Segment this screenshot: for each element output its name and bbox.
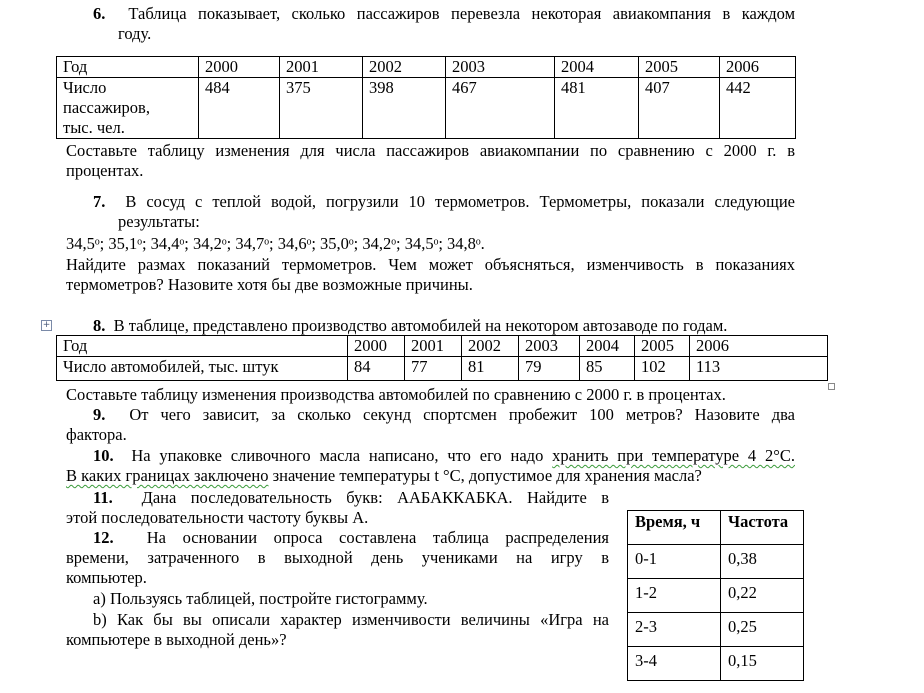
table-cell: Частота <box>721 511 804 545</box>
p10-line1: 10. На упаковке сливочного масла написано, что его надо хранить при температуре 4 2°С. <box>93 446 795 465</box>
p12-line1: 12. На основании опроса составлена таблица распределения <box>93 528 610 547</box>
table-cell: 2000 <box>348 336 405 357</box>
table-cell: 0,25 <box>721 613 804 647</box>
p10-number: 10. <box>93 446 114 465</box>
p12-task-b-line2: компьютере в выходной день»? <box>66 630 287 649</box>
table-cell: 2005 <box>639 57 720 78</box>
table-row <box>628 647 804 681</box>
table-cell: Число пассажиров, тыс. чел. <box>57 78 199 139</box>
table-row <box>628 511 804 545</box>
table-cell: 0-1 <box>628 545 721 579</box>
thermometer-readings: 34,5ᵒ; 35,1ᵒ; 34,4ᵒ; 34,2ᵒ; 34,7ᵒ; 34,6ᵒ; 35,0ᵒ; 34,2ᵒ; 34,5ᵒ; 34,8ᵒ. <box>66 234 485 253</box>
table-cell: 467 <box>446 78 555 139</box>
p11-number: 11. <box>93 488 113 507</box>
frequency-table <box>627 510 804 681</box>
table-row <box>628 579 804 613</box>
p7-question-line1: Найдите размах показаний термометров. Чем может объясняться, изменчивость в показаниях <box>66 255 795 274</box>
table-cell: 0,15 <box>721 647 804 681</box>
p6-line1: 6. Таблица показывает, сколько пассажиров перевезла некоторая авиакомпания в каждом <box>93 4 796 23</box>
table-row <box>57 78 796 139</box>
table-cell: Год <box>57 336 348 357</box>
p6-number: 6. <box>93 4 106 23</box>
table-row <box>57 57 796 78</box>
p6-after-line2: процентах. <box>66 161 144 180</box>
p12-line3: компьютер. <box>66 568 147 587</box>
spellcheck-underline: хранить при температуре 4 2°С. <box>552 446 795 465</box>
p9-line1: 9. От чего зависит, за сколько секунд спортсмен пробежит 100 метров? Назовите два <box>93 405 796 424</box>
table-cell: 2004 <box>555 57 639 78</box>
table-cell: 102 <box>635 357 690 381</box>
spellcheck-underline: В каких границах заключено <box>66 466 269 485</box>
table-cell: 84 <box>348 357 405 381</box>
table-cell: 2002 <box>363 57 446 78</box>
table-move-handle[interactable]: + <box>42 320 51 330</box>
table-row <box>628 545 804 579</box>
table-cell: 2001 <box>405 336 462 357</box>
p8-after: Составьте таблицу изменения производства автомобилей по сравнению с 2000 г. в процентах. <box>66 385 726 404</box>
table-cell: 3-4 <box>628 647 721 681</box>
table-cell: 398 <box>363 78 446 139</box>
p12-task-b-line1: b) Как бы вы описали характер изменчивости величины «Игра на <box>93 610 609 629</box>
p12-line2: времени, затраченного в выходной день учениками на игру в <box>66 548 609 567</box>
table-cell: 0,38 <box>721 545 804 579</box>
table-cell: 484 <box>199 78 280 139</box>
p7-line1: 7. В сосуд с теплой водой, погрузили 10 термометров. Термометры, показали следующие <box>93 192 795 211</box>
p12-number: 12. <box>93 528 114 547</box>
table-cell: 113 <box>690 357 828 381</box>
table-cell: 2003 <box>519 336 580 357</box>
p6-after-line1: Составьте таблицу изменения для числа пассажиров авиакомпании по сравнению с 2000 г. в <box>66 141 795 160</box>
table-cell: 1-2 <box>628 579 721 613</box>
table-cell: 2000 <box>199 57 280 78</box>
p7-line2: результаты: <box>118 212 200 231</box>
table-row <box>57 357 828 381</box>
passengers-table <box>56 56 796 139</box>
table-cell: 0,22 <box>721 579 804 613</box>
table-cell: 2005 <box>635 336 690 357</box>
cars-table <box>56 335 828 381</box>
p7-question-line2: термометров? Назовите хотя бы две возможные причины. <box>66 275 473 294</box>
table-cell: 2006 <box>720 57 796 78</box>
table-cell: 2001 <box>280 57 363 78</box>
table-cell: Число автомобилей, тыс. штук <box>57 357 348 381</box>
table-row <box>628 613 804 647</box>
table-cell: 2-3 <box>628 613 721 647</box>
table-cell: 77 <box>405 357 462 381</box>
table-cell: 442 <box>720 78 796 139</box>
table-cell: 2006 <box>690 336 828 357</box>
table-cell: 85 <box>580 357 635 381</box>
p10-line2: В каких границах заключено значение температуры t °С, допустимое для хранения масла? <box>66 466 702 485</box>
table-cell: 2004 <box>580 336 635 357</box>
table-cell: 407 <box>639 78 720 139</box>
p8-number: 8. <box>93 316 106 335</box>
p9-number: 9. <box>93 405 106 424</box>
p7-number: 7. <box>93 192 106 211</box>
p11-line1: 11. Дана последовательность букв: ААБАККАБКА. Найдите в <box>93 488 609 507</box>
table-cell: 375 <box>280 78 363 139</box>
p8-line1: 8. В таблице, представлено производство автомобилей на некотором автозаводе по годам. <box>93 316 728 335</box>
p9-line2: фактора. <box>66 425 127 444</box>
table-cell: 2002 <box>462 336 519 357</box>
p11-line2: этой последовательности частоту буквы А. <box>66 508 369 527</box>
table-cell: 81 <box>462 357 519 381</box>
p6-line2: году. <box>118 24 152 43</box>
table-cell: 481 <box>555 78 639 139</box>
p12-task-a: a) Пользуясь таблицей, постройте гистограмму. <box>93 589 428 608</box>
table-row <box>57 336 828 357</box>
table-cell: Год <box>57 57 199 78</box>
table-resize-handle[interactable] <box>828 383 835 390</box>
table-cell: Время, ч <box>628 511 721 545</box>
table-cell: 79 <box>519 357 580 381</box>
table-cell: 2003 <box>446 57 555 78</box>
